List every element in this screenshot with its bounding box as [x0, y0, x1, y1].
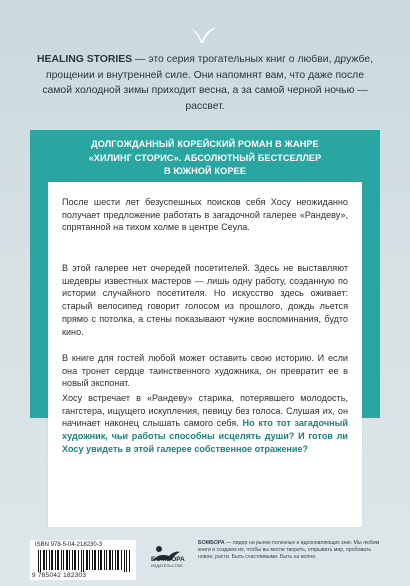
barcode-icon	[38, 550, 130, 572]
synopsis-paragraph-2: В этой галерее нет очередей посетителей. Здесь не выставляют шедевры известных мастеров — лишь одну работу, созданную по истории случайного посетителя. Но искусство здесь оживает: старый велосипед говорит голосом из прошлого, дождь льется прямо с потолка, а стены показывают чужие воспоминания, будто кино.	[62, 263, 348, 337]
synopsis-paragraph-3: В книге для гостей любой может оставить свою историю. И если она тронет сердце таинственного художника, он превратит ее в новый экспонат.	[62, 353, 348, 389]
panel-headline	[30, 138, 380, 179]
headline-line-3: В ЮЖНОЙ КОРЕЕ	[163, 166, 247, 177]
series-intro	[30, 52, 380, 114]
series-brand: HEALING STORIES	[37, 54, 133, 65]
barcode-block	[30, 540, 136, 580]
series-intro-text: — это серия трогательных книг о любви, дружбе, прощении и внутренней силе. Они напомнят вам, что даже после самой холодной зимы приходит весна, а за самой черной ночью — рассвет.	[42, 54, 373, 112]
publisher-desc-text: — лидер на рынке полезных и вдохновляющих книг. Мы любим книги и создаем их, чтобы вы могли творить, открывать мир, пробовать новое, расти. Быть счастливыми. Быть на волне.	[198, 540, 380, 561]
barcode-digits: 9 785042 182303	[32, 572, 87, 579]
headline-line-2: «ХИЛИНГ СТОРИС». АБСОЛЮТНЫЙ БЕСТСЕЛЛЕР	[88, 152, 322, 163]
publisher-desc-brand: БОМБОРА	[198, 540, 225, 546]
series-logo-icon	[190, 26, 218, 44]
publisher-subtitle: ИЗДАТЕЛЬСТВО	[151, 564, 183, 568]
isbn-label: ISBN 978-5-04-218230-3	[35, 542, 103, 548]
publisher-description	[198, 540, 382, 562]
synopsis-sheet	[48, 182, 362, 527]
synopsis-teaser: Но кто тот загадочный художник, чьи работы способны исцелять души? И готов ли Хосу увидеть в этой галерее собственное отражение?	[62, 418, 348, 454]
publisher-name: БОМБОРА	[151, 556, 185, 563]
headline-line-1: ДОЛГОЖДАННЫЙ КОРЕЙСКИЙ РОМАН В ЖАНРЕ	[91, 139, 319, 149]
synopsis-paragraph-4	[62, 392, 348, 456]
synopsis-paragraph-1: После шести лет безуспешных поисков себя Хосу неожиданно получает предложение работать в загадочной галерее «Рандеву», спрятанной на тихом холме в центре Сеула.	[62, 197, 348, 233]
synopsis-paragraph-4-text: Хосу встречает в «Рандеву» старика, потерявшего молодость, гангстера, ищущего искупления, певицу без голоса. Слушая их, он начинает наконец слышать самого себя.	[62, 393, 348, 429]
